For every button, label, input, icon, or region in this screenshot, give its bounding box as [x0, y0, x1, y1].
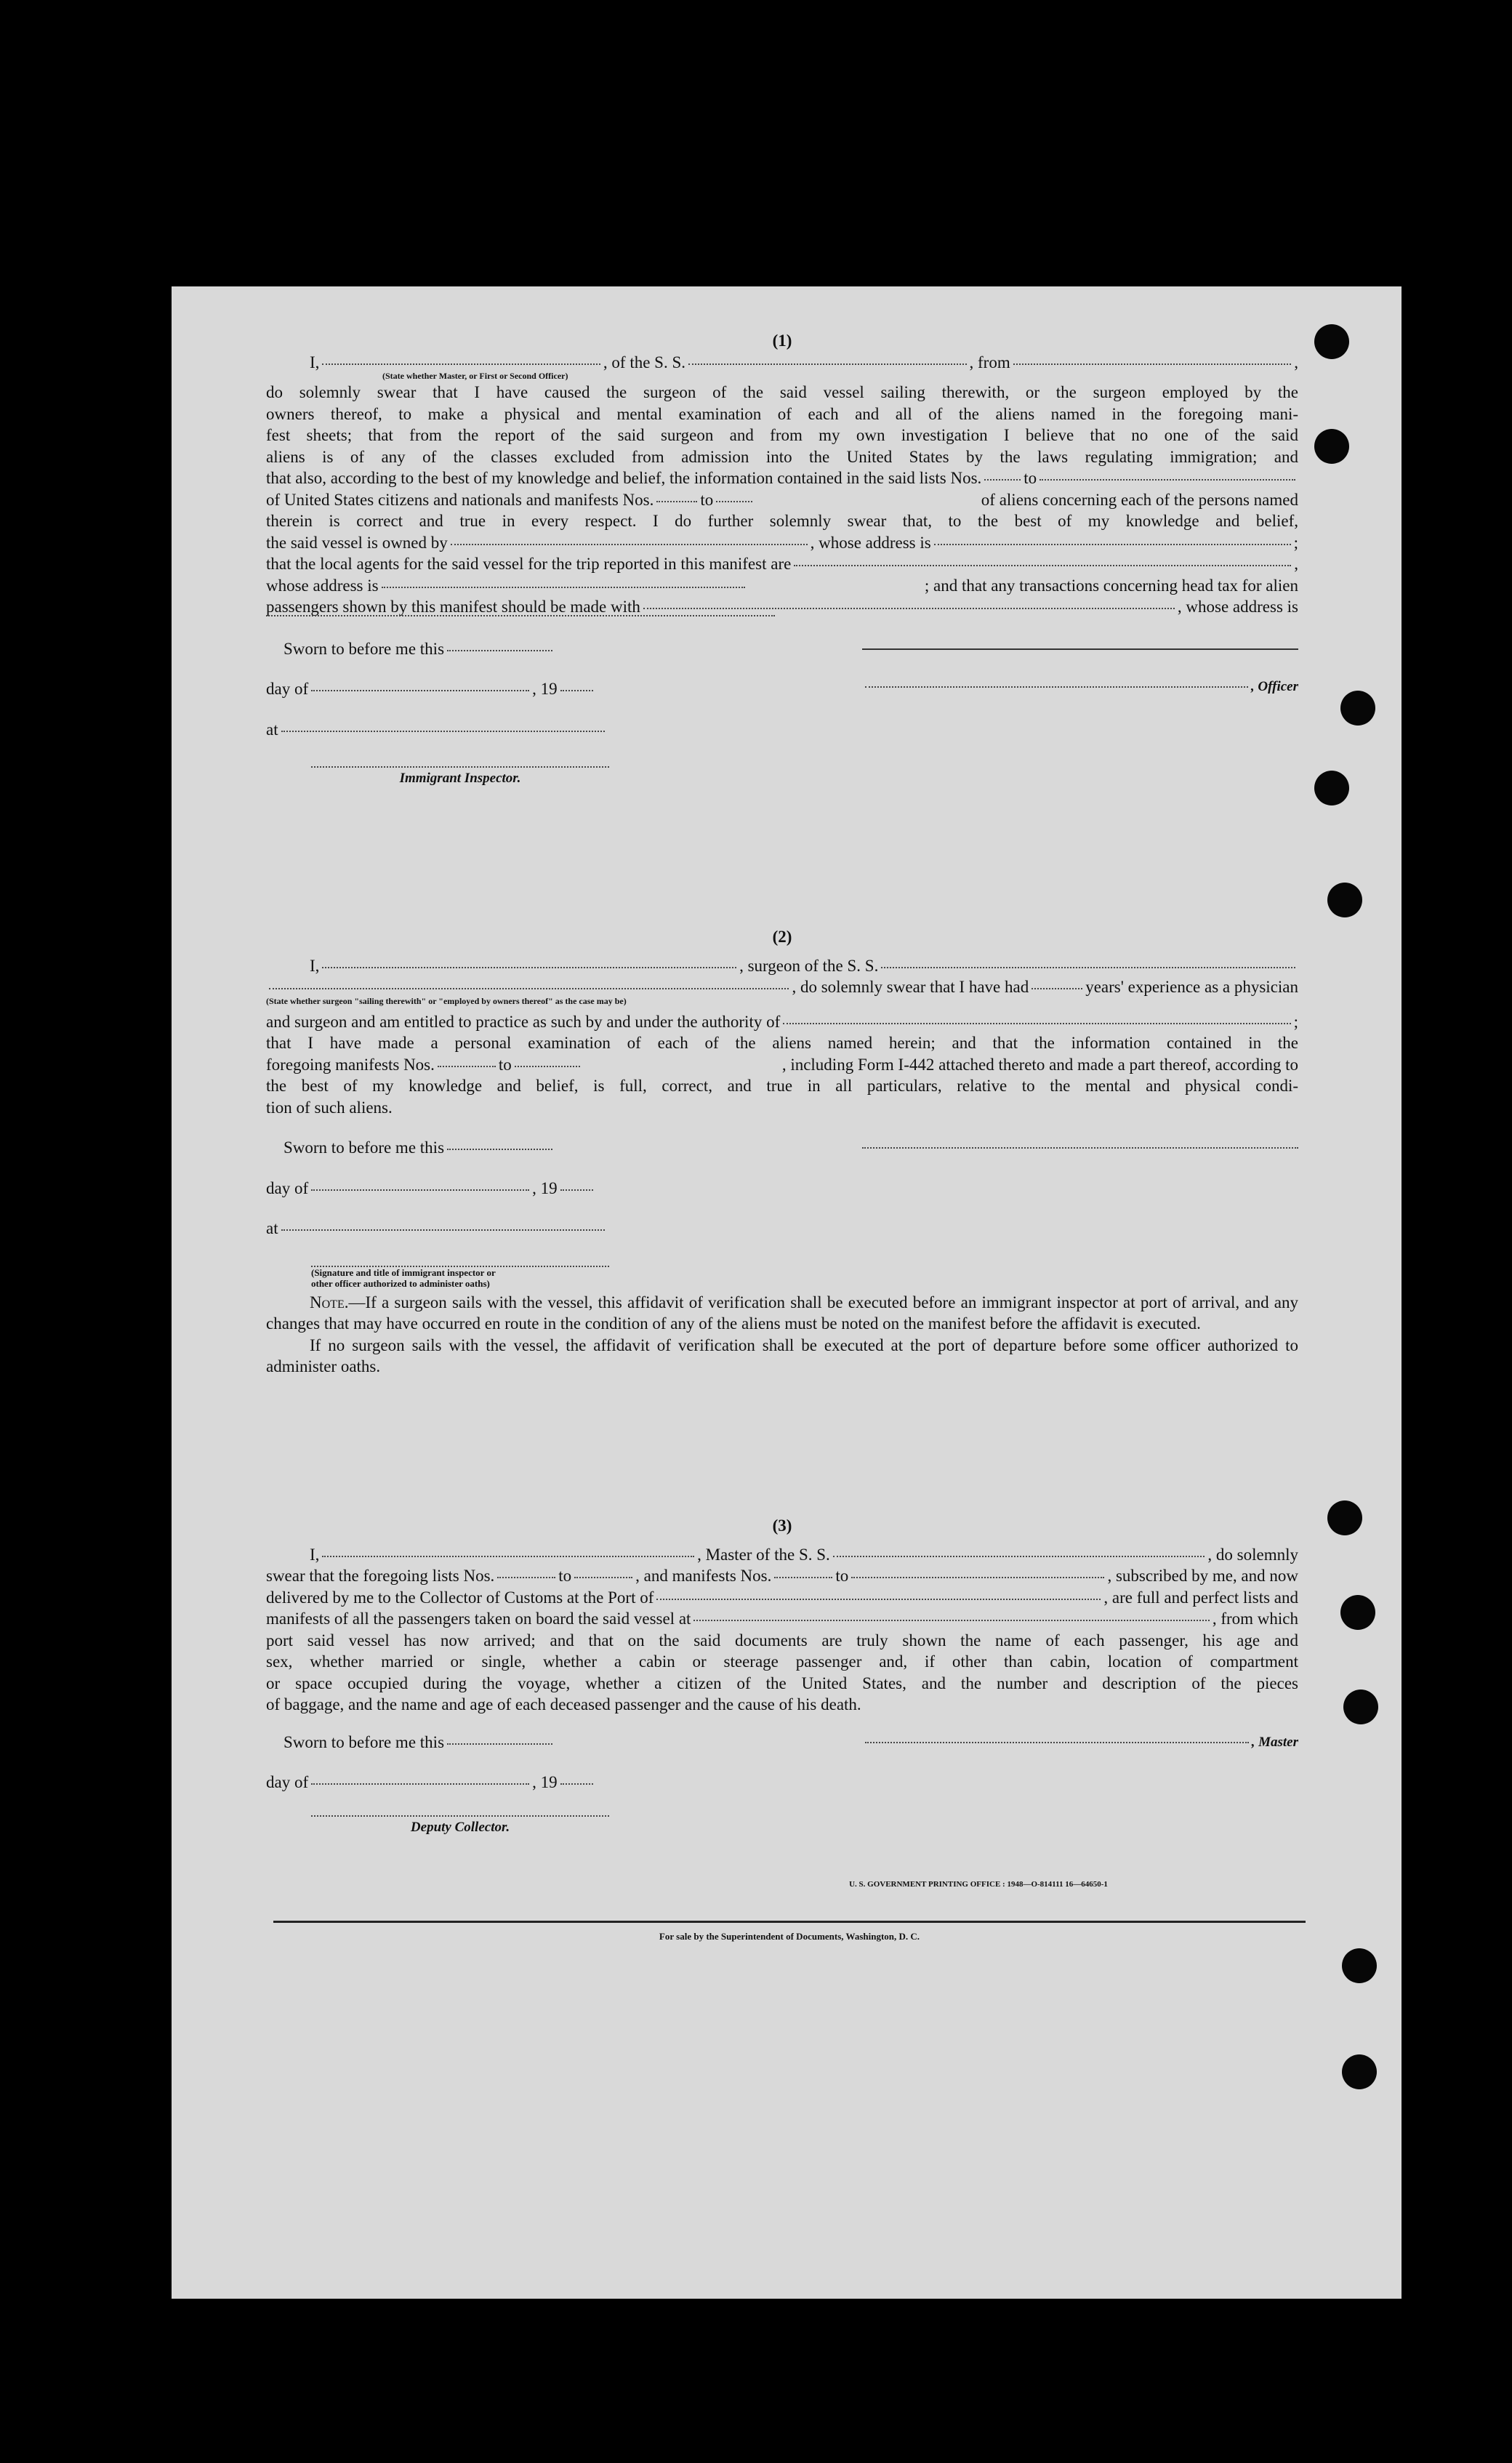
label: , and manifests Nos. [635, 1567, 772, 1585]
label: I, [310, 956, 320, 975]
manifest-no-to-field[interactable] [851, 1577, 1104, 1578]
label: day of [266, 680, 309, 698]
master-signature-line[interactable] [865, 1742, 1249, 1743]
signature-caption: , Master [1251, 1734, 1298, 1750]
vessel-name-field[interactable] [688, 363, 967, 365]
label: I, [310, 353, 320, 371]
paragraph-line: that also, according to the best of my knowledge and belief, the information contained in the said lists Nos. [266, 469, 982, 487]
paragraph-line: tion of such aliens. [266, 1098, 393, 1117]
label: years' experience as a physician [1085, 978, 1298, 996]
year-field[interactable] [560, 1189, 593, 1191]
paragraph-line: or space occupied during the voyage, whether a citizen of the United States, and the number and description of the pieces [266, 1674, 1298, 1692]
label: passengers shown by this manifest should be made with [266, 598, 640, 616]
place-field[interactable] [281, 731, 605, 732]
paragraph-line: port said vessel has now arrived; and that on the said documents are truly shown the name of each passenger, his age and [266, 1631, 1298, 1650]
surgeon-name-field[interactable] [322, 967, 736, 968]
label: ; [1293, 1012, 1298, 1031]
manifest-no-to-field[interactable] [515, 1066, 580, 1067]
label: , of the S. S. [603, 353, 686, 371]
label: at [266, 720, 278, 739]
label: to [498, 1055, 512, 1074]
binder-hole [1343, 1689, 1378, 1724]
label: Sworn to before me this [284, 1138, 445, 1157]
note-label: Note. [310, 1293, 349, 1311]
section-number: (2) [772, 928, 792, 946]
affidavit-master-delivery-section [266, 1515, 1298, 1838]
section-number: (1) [772, 332, 792, 350]
label: , [1294, 353, 1298, 371]
label: , do solemnly [1207, 1545, 1299, 1564]
month-field[interactable] [311, 690, 529, 691]
signature-caption: Deputy Collector. [410, 1819, 510, 1835]
local-agents-field[interactable] [794, 565, 1291, 566]
vessel-name-field[interactable] [833, 1556, 1205, 1557]
vessel-owner-field[interactable] [451, 544, 808, 545]
field-caption: (State whether surgeon "sailing therewith" or "employed by owners thereof" as the case may be) [266, 995, 627, 1006]
manifest-no-from-field[interactable] [774, 1577, 832, 1578]
label: swear that the foregoing lists Nos. [266, 1567, 495, 1585]
binder-hole [1340, 691, 1375, 726]
binder-hole [1314, 771, 1349, 805]
label: to [558, 1567, 572, 1585]
label: , [1294, 555, 1298, 573]
list-no-from-field[interactable] [497, 1577, 555, 1578]
port-of-embarkation-field[interactable] [693, 1620, 1209, 1621]
year-field[interactable] [560, 1783, 593, 1785]
head-tax-party-field[interactable] [643, 608, 1175, 609]
sworn-date-field[interactable] [447, 1149, 552, 1150]
label: , do solemnly swear that I have had [792, 978, 1029, 996]
signature-caption: Immigrant Inspector. [399, 771, 521, 786]
label: delivered by me to the Collector of Customs at the Port of [266, 1588, 654, 1607]
paragraph-line: sex, whether married or single, whether a cabin or steerage passenger and, if other than cabin, location of compartment [266, 1652, 1298, 1671]
label: , surgeon of the S. S. [739, 956, 879, 975]
label: , 19 [532, 1773, 558, 1791]
label: , Master of the S. S. [697, 1545, 830, 1564]
label: , 19 [532, 1178, 558, 1197]
paragraph-line: therein is correct and true in every respect. I do further solemnly swear that, to the best of my knowledge and belief, [266, 512, 1298, 530]
label: at [266, 1219, 278, 1237]
label: and surgeon and am entitled to practice as such by and under the authority of [266, 1012, 781, 1031]
owner-address-field[interactable] [934, 544, 1291, 545]
signature-caption: , Officer [1250, 678, 1298, 694]
officer-signature-line[interactable] [862, 648, 1298, 650]
label: to [700, 490, 714, 509]
master-name-field[interactable] [322, 1556, 694, 1557]
label: , 19 [532, 680, 558, 698]
surgeon-status-field[interactable] [269, 988, 789, 989]
sale-notice: For sale by the Superintendent of Documents, Washington, D. C. [659, 1931, 920, 1942]
sworn-date-field[interactable] [447, 650, 552, 651]
label: , subscribed by me, and now [1107, 1567, 1298, 1585]
paragraph-line: of baggage, and the name and age of each deceased passenger and the cause of his death. [266, 1695, 861, 1713]
binder-hole [1327, 1500, 1362, 1535]
label: , including Form I-442 attached thereto and made a part thereof, according to [781, 1055, 1298, 1074]
paragraph-line: of aliens concerning each of the persons named [981, 490, 1298, 509]
authority-field[interactable] [783, 1023, 1290, 1024]
month-field[interactable] [311, 1189, 529, 1191]
month-field[interactable] [311, 1783, 529, 1785]
field-caption: (State whether Master, or First or Second Officer) [382, 371, 568, 381]
note-text: —If a surgeon sails with the vessel, this affidavit of verification shall be executed before an immigrant inspector at port of arrival, and any changes that may have occurred en route in the condition of any of the aliens must be noted on the manifest before the affidavit is executed. [266, 1293, 1298, 1333]
label: ; [1293, 533, 1298, 552]
label: day of [266, 1773, 309, 1791]
manifest-no-from-field[interactable] [656, 501, 697, 502]
label: , whose address is [810, 533, 931, 552]
label: that the local agents for the said vessel for the trip reported in this manifest are [266, 555, 792, 573]
label: ; and that any transactions concerning head tax for alien [924, 576, 1298, 595]
binder-hole [1342, 1948, 1377, 1983]
officer-rank-field[interactable] [322, 363, 600, 365]
affidavit-surgeon-section [266, 926, 1298, 1378]
signature-caption: other officer authorized to administer oaths) [311, 1277, 490, 1289]
sworn-date-field[interactable] [447, 1743, 552, 1745]
label: , are full and perfect lists and [1103, 1588, 1298, 1607]
port-from-field[interactable] [1013, 363, 1292, 365]
binder-hole [1314, 324, 1349, 359]
form-sheet [172, 286, 1402, 2299]
label: to [835, 1567, 849, 1585]
label: manifests of all the passengers taken on board the said vessel at [266, 1610, 691, 1628]
label: Sworn to before me this [284, 1732, 445, 1751]
list-no-to-field[interactable] [1040, 479, 1295, 481]
binder-hole [1340, 1595, 1375, 1630]
affidavit-master-section [266, 330, 1298, 789]
vessel-name-field[interactable] [881, 967, 1295, 968]
years-experience-field[interactable] [1032, 988, 1082, 989]
year-field[interactable] [560, 690, 593, 691]
paragraph-line: aliens is of any of the classes excluded from admission into the United States by the laws regulating immigration; and [266, 447, 1298, 466]
paragraph-line: fest sheets; that from the report of the said surgeon and from my own investigation I believe that no one of the said [266, 426, 1298, 444]
section-number: (3) [772, 1516, 792, 1535]
label: , from which [1212, 1610, 1298, 1628]
note-paragraph [266, 1292, 1298, 1335]
head-tax-address-field[interactable] [266, 615, 775, 616]
officer-name-field[interactable] [865, 686, 1248, 688]
binder-hole [1314, 429, 1349, 464]
paragraph-line: the best of my knowledge and belief, is full, correct, and true in all particulars, relative to the mental and physical condi- [266, 1077, 1298, 1095]
label: the said vessel is owned by [266, 533, 448, 552]
port-of-arrival-field[interactable] [656, 1599, 1101, 1600]
footer-rule [273, 1921, 1306, 1923]
list-no-to-field[interactable] [574, 1577, 632, 1578]
label: foregoing manifests Nos. [266, 1055, 435, 1074]
label: , from [969, 353, 1010, 371]
binder-hole [1342, 2054, 1377, 2089]
note-paragraph: If no surgeon sails with the vessel, the affidavit of verification shall be executed at the port of departure before some officer authorized to administer oaths. [266, 1335, 1298, 1375]
agents-address-field[interactable] [382, 587, 745, 588]
paragraph-line: do solemnly swear that I have caused the surgeon of the said vessel sailing therewith, or the surgeon employed by the [266, 383, 1298, 401]
surgeon-signature-line[interactable] [862, 1147, 1298, 1149]
label: to [1024, 469, 1037, 487]
paragraph-line: that I have made a personal examination of each of the aliens named herein; and that the information contained in the [266, 1034, 1298, 1052]
binder-hole [1327, 883, 1362, 917]
label: day of [266, 1178, 309, 1197]
signature-caption: (Signature and title of immigrant inspector or [311, 1266, 496, 1278]
printing-office-imprint: U. S. GOVERNMENT PRINTING OFFICE : 1948—O-814111 16—64650-1 [849, 1880, 1108, 1889]
label: Sworn to before me this [284, 639, 445, 658]
paragraph-line: of United States citizens and nationals and manifests Nos. [266, 490, 654, 509]
place-field[interactable] [281, 1229, 605, 1231]
manifest-no-from-field[interactable] [438, 1066, 496, 1067]
label: I, [310, 1545, 320, 1564]
list-no-from-field[interactable] [984, 479, 1021, 481]
paragraph-line: owners thereof, to make a physical and mental examination of each and all of the aliens named in the foregoing mani- [266, 404, 1298, 423]
label: whose address is [266, 576, 379, 595]
manifest-no-to-field[interactable] [716, 501, 752, 502]
label: , whose address is [1177, 598, 1298, 616]
